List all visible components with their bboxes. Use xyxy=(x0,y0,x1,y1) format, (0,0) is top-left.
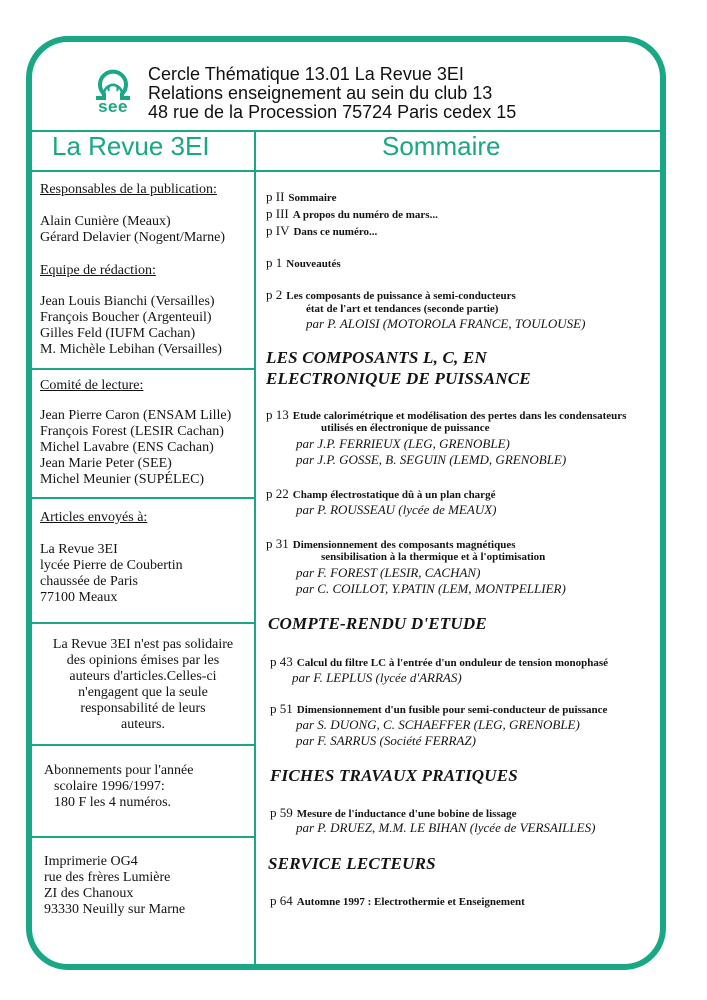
left-divider xyxy=(32,622,254,624)
abonnements-line: Abonnements pour l'année xyxy=(44,763,194,778)
column-divider xyxy=(254,130,256,964)
resp-heading: Responsables de la publication: xyxy=(40,182,217,197)
section-heading: LES COMPOSANTS L, C, EN xyxy=(266,348,487,367)
toc-author: par C. COILLOT, Y.PATIN (LEM, MONTPELLIER) xyxy=(296,581,566,596)
toc-entry: p 13 Etude calorimétrique et modélisation des pertes dans les condensateurs xyxy=(266,407,627,422)
toc-entry: p 1 Nouveautés xyxy=(266,255,341,270)
articles-heading: Articles envoyés à: xyxy=(40,510,148,525)
toc-subtitle: état de l'art et tendances (seconde partie) xyxy=(306,303,499,315)
header-line-3: 48 rue de la Procession 75724 Paris cedex 15 xyxy=(148,102,517,122)
section-heading: COMPTE-RENDU D'ETUDE xyxy=(268,614,487,633)
comite-heading: Comité de lecture: xyxy=(40,378,144,393)
comite-item: Michel Lavabre (ENS Cachan) xyxy=(40,440,214,455)
see-logo xyxy=(88,67,138,116)
left-divider xyxy=(32,744,254,746)
toc-author: par P. DRUEZ, M.M. LE BIHAN (lycée de VERSAILLES) xyxy=(296,820,596,835)
resp-item: Alain Cunière (Meaux) xyxy=(40,214,171,229)
toc-author: par J.P. FERRIEUX (LEG, GRENOBLE) xyxy=(296,436,510,451)
comite-item: Michel Meunier (SUPÉLEC) xyxy=(40,472,205,487)
toc-author: par P. ALOISI (MOTOROLA FRANCE, TOULOUSE) xyxy=(306,316,586,331)
toc-entry: p 64 Automne 1997 : Electrothermie et Enseignement xyxy=(270,893,525,908)
toc-author: par J.P. GOSSE, B. SEGUIN (LEMD, GRENOBLE) xyxy=(296,452,567,467)
left-divider xyxy=(32,497,254,499)
title-row xyxy=(32,130,660,172)
equipe-item: Gilles Feld (IUFM Cachan) xyxy=(40,326,196,341)
comite-item: Jean Marie Peter (SEE) xyxy=(40,456,172,471)
toc-entry: p 22 Champ électrostatique dû à un plan chargé xyxy=(266,486,496,501)
left-title: La Revue 3EI xyxy=(52,131,210,161)
comite-item: François Forest (LESIR Cachan) xyxy=(40,424,224,439)
disclaimer-line: responsabilité de leurs xyxy=(80,701,206,716)
toc-entry: p 2 Les composants de puissance à semi-conducteurs xyxy=(266,287,516,302)
omega-icon xyxy=(88,67,138,101)
disclaimer-line: n'engagent que la seule xyxy=(78,685,208,700)
abonnements-line: 180 F les 4 numéros. xyxy=(54,795,172,810)
articles-item: lycée Pierre de Coubertin xyxy=(40,558,183,573)
section-heading: FICHES TRAVAUX PRATIQUES xyxy=(270,766,518,785)
toc-entry: p III A propos du numéro de mars... xyxy=(266,206,438,221)
toc-entry: p 43 Calcul du filtre LC à l'entrée d'un onduleur de tension monophasé xyxy=(270,654,609,669)
header-line-2: Relations enseignement au sein du club 13 xyxy=(148,83,493,103)
toc-author: par F. SARRUS (Société FERRAZ) xyxy=(296,733,476,748)
articles-item: 77100 Meaux xyxy=(40,590,118,605)
disclaimer-line: des opinions émises par les xyxy=(66,653,220,668)
toc-author: par F. FOREST (LESIR, CACHAN) xyxy=(296,565,481,580)
section-heading: SERVICE LECTEURS xyxy=(268,854,436,873)
imprimerie-line: 93330 Neuilly sur Marne xyxy=(44,902,186,917)
equipe-heading: Equipe de rédaction: xyxy=(40,263,156,278)
toc-subtitle: sensibilisation à la thermique et à l'optimisation xyxy=(321,551,546,563)
section-heading: ELECTRONIQUE DE PUISSANCE xyxy=(266,369,531,388)
toc-subtitle: utilisés en électronique de puissance xyxy=(321,422,490,434)
articles-item: chaussée de Paris xyxy=(40,574,138,589)
toc-author: par P. ROUSSEAU (lycée de MEAUX) xyxy=(296,502,497,517)
toc-entry: p 51 Dimensionnement d'un fusible pour semi-conducteur de puissance xyxy=(270,701,608,716)
toc-author: par F. LEPLUS (lycée d'ARRAS) xyxy=(292,670,462,685)
toc-author: par S. DUONG, C. SCHAEFFER (LEG, GRENOBLE) xyxy=(296,717,580,732)
equipe-item: M. Michèle Lebihan (Versailles) xyxy=(40,342,222,357)
toc-entry: p IV Dans ce numéro... xyxy=(266,223,378,238)
articles-item: La Revue 3EI xyxy=(40,542,118,557)
disclaimer-line: La Revue 3EI n'est pas solidaire xyxy=(52,637,234,652)
comite-item: Jean Pierre Caron (ENSAM Lille) xyxy=(40,408,232,423)
resp-item: Gérard Delavier (Nogent/Marne) xyxy=(40,230,226,245)
imprimerie-line: Imprimerie OG4 xyxy=(44,854,138,869)
right-title: Sommaire xyxy=(382,131,501,161)
toc-entry: p II Sommaire xyxy=(266,189,337,204)
toc-entry: p 31 Dimensionnement des composants magnétiques xyxy=(266,536,516,551)
equipe-item: François Boucher (Argenteuil) xyxy=(40,310,212,325)
abonnements-line: scolaire 1996/1997: xyxy=(54,779,165,794)
disclaimer-line: auteurs. xyxy=(121,717,165,732)
equipe-item: Jean Louis Bianchi (Versailles) xyxy=(40,294,215,309)
left-divider xyxy=(32,836,254,838)
imprimerie-line: ZI des Chanoux xyxy=(44,886,134,901)
logo-text: see xyxy=(98,97,128,116)
left-divider xyxy=(32,368,254,370)
imprimerie-line: rue des frères Lumière xyxy=(44,870,171,885)
toc-entry: p 59 Mesure de l'inductance d'une bobine de lissage xyxy=(270,805,517,820)
disclaimer-line: auteurs d'articles.Celles-ci xyxy=(69,669,217,684)
header xyxy=(32,42,660,132)
header-line-1: Cercle Thématique 13.01 La Revue 3EI xyxy=(148,64,464,84)
